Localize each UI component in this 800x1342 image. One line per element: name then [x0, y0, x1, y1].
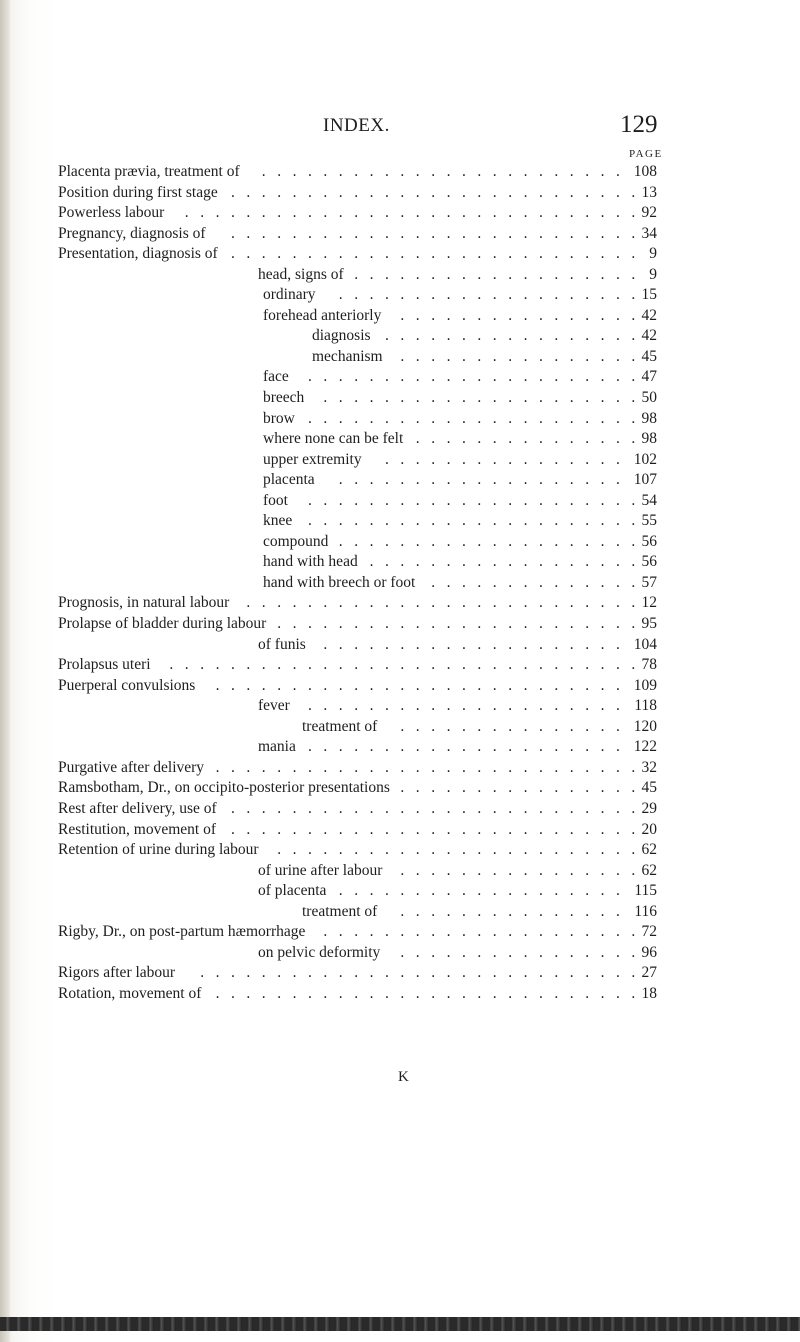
index-entry-text: Puerperal convulsions [58, 676, 196, 694]
dot-leader: . . . . . . . . . . . . . . . . . . . . . . [308, 512, 636, 530]
index-entry [0, 326, 800, 347]
index-entry-text: Position during first stage [58, 183, 218, 201]
index-entry [0, 799, 800, 820]
index-entry-page: 20 [641, 820, 657, 838]
index-entry [0, 532, 800, 553]
dot-leader: . . . . . . . . . . . . . . . . . . . . . . . . . . . [231, 820, 636, 838]
running-head [0, 111, 800, 145]
index-entry-page: 32 [641, 758, 657, 776]
dot-leader: . . . . . . . . . . . . . . . . . . . . . [308, 697, 620, 715]
index-entry [0, 573, 800, 594]
index-entry-text: Ramsbotham, Dr., on occipito-posterior presentations [58, 779, 390, 797]
dot-leader: . . . . . . . . . . . . . . . . [400, 779, 636, 797]
index-entry-page: 56 [641, 553, 657, 571]
signature-mark: K [398, 1069, 409, 1085]
index-entry [0, 984, 800, 1005]
index-entry-page: 78 [641, 656, 657, 674]
dot-leader: . . . . . . . . . . . . . . [431, 573, 636, 591]
index-entry [0, 676, 800, 697]
index-entry-page: 107 [633, 471, 657, 489]
index-entry [0, 265, 800, 286]
dot-leader: . . . . . . . . . . . . . . . . . . . . . [323, 923, 636, 941]
index-entry-text: Rigors after labour [58, 964, 176, 982]
index-entry-page: 92 [641, 204, 657, 222]
index-entry-text: upper extremity [263, 450, 362, 468]
index-entry-page: 57 [641, 573, 657, 591]
index-entry-text: treatment of [302, 717, 378, 735]
index-entry-text: of urine after labour [258, 861, 383, 879]
dot-leader: . . . . . . . . . . . . . . . . . . . . . [323, 389, 636, 407]
index-entry-text: face [263, 368, 289, 386]
index-entry-page: 45 [641, 779, 657, 797]
index-entry [0, 552, 800, 573]
index-entry-text: Powerless labour [58, 204, 165, 222]
dot-leader: . . . . . . . . . . . . . . . . . . . . . . . . . . . . [215, 984, 636, 1002]
index-entry-page: 27 [641, 964, 657, 982]
index-entry [0, 409, 800, 430]
index-entry [0, 388, 800, 409]
index-entry-text: Rest after delivery, use of [58, 799, 217, 817]
dot-leader: . . . . . . . . . . . . . . . . . . . . . . . . . . . . . . . [169, 656, 636, 674]
index-entries [0, 162, 800, 1004]
dot-leader: . . . . . . . . . . . . . . . . . . . . . . . . . . . . . [200, 964, 636, 982]
dot-leader: . . . . . . . . . . . . . . . . . . . . . . [308, 491, 636, 509]
index-entry-page: 13 [641, 183, 657, 201]
index-entry-page: 96 [641, 943, 657, 961]
index-entry [0, 450, 800, 471]
index-entry-page: 12 [641, 594, 657, 612]
index-entry-page: 115 [634, 882, 657, 900]
index-entry-text: Presentation, diagnosis of [58, 245, 218, 263]
index-entry-page: 9 [649, 245, 657, 263]
dot-leader: . . . . . . . . . . . . . . . . [385, 450, 620, 468]
index-entry [0, 922, 800, 943]
index-entry-page: 102 [633, 450, 657, 468]
dot-leader: . . . . . . . . . . . . . . . [400, 717, 620, 735]
index-entry-page: 98 [641, 430, 657, 448]
index-entry-text: Rigby, Dr., on post-partum hæmorrhage [58, 923, 306, 941]
dot-leader: . . . . . . . . . . . . . . . . [400, 306, 636, 324]
index-entry-text: of placenta [258, 882, 327, 900]
index-entry-page: 98 [641, 409, 657, 427]
index-entry [0, 306, 800, 327]
dot-leader: . . . . . . . . . . . . . . . . . . . . . . . . [277, 841, 636, 859]
dot-leader: . . . . . . . . . . . . . . . . . . . [338, 471, 620, 489]
index-entry [0, 963, 800, 984]
index-entry-text: compound [263, 532, 329, 550]
index-entry-page: 42 [641, 306, 657, 324]
index-entry-text: brow [263, 409, 295, 427]
index-entry-text: ordinary [263, 286, 316, 304]
page-column-label: PAGE [629, 148, 663, 160]
index-entry [0, 840, 800, 861]
dot-leader: . . . . . . . . . . . . . . . . . . . . [338, 286, 636, 304]
index-entry [0, 881, 800, 902]
index-entry-text: Restitution, movement of [58, 820, 216, 838]
index-entry [0, 224, 800, 245]
dot-leader: . . . . . . . . . . . . . . . . . . . . . . . . [261, 163, 620, 180]
dot-leader: . . . . . . . . . . . . . . . . . . [369, 553, 636, 571]
index-entry-page: 55 [641, 512, 657, 530]
index-entry [0, 470, 800, 491]
index-entry-page: 109 [633, 676, 657, 694]
index-entry-page: 29 [641, 799, 657, 817]
index-entry [0, 162, 800, 183]
dot-leader: . . . . . . . . . . . . . . . . . . . . . . . . . . . [231, 224, 636, 242]
page-bottom-edge [0, 1317, 800, 1331]
index-entry-text: Placenta prævia, treatment of [58, 163, 240, 180]
index-entry-text: mechanism [312, 347, 383, 365]
dot-leader: . . . . . . . . . . . . . . . . . . . . [338, 532, 636, 550]
index-entry-text: breech [263, 389, 305, 407]
index-entry-text: of funis [258, 635, 306, 653]
index-entry-page: 9 [649, 265, 657, 283]
index-entry-text: forehead anteriorly [263, 306, 382, 324]
dot-leader: . . . . . . . . . . . . . . . . [400, 943, 636, 961]
index-entry-page: 104 [633, 635, 657, 653]
index-entry [0, 347, 800, 368]
dot-leader: . . . . . . . . . . . . . . . . . . . . . . . . . . . . [215, 758, 636, 776]
index-entry-page: 42 [641, 327, 657, 345]
dot-leader: . . . . . . . . . . . . . . . . . . . . . . [308, 409, 636, 427]
dot-leader: . . . . . . . . . . . . . . . . . . . . . . [308, 368, 636, 386]
dot-leader: . . . . . . . . . . . . . . . . . . . [354, 265, 636, 283]
index-entry-text: Prognosis, in natural labour [58, 594, 230, 612]
dot-leader: . . . . . . . . . . . . . . . . . . . . . . . . . . [246, 594, 636, 612]
index-entry-page: 54 [641, 491, 657, 509]
index-entry-text: foot [263, 491, 288, 509]
index-entry [0, 737, 800, 758]
dot-leader: . . . . . . . . . . . . . . . . . . . . . . . . . . . [231, 799, 636, 817]
index-entry-page: 72 [641, 923, 657, 941]
index-entry-page: 120 [633, 717, 657, 735]
index-entry-text: on pelvic deformity [258, 943, 381, 961]
index-entry-page: 47 [641, 368, 657, 386]
dot-leader: . . . . . . . . . . . . . . . [415, 430, 636, 448]
index-entry-text: mania [258, 738, 296, 756]
index-entry-text: fever [258, 697, 290, 715]
index-entry-text: where none can be felt [263, 430, 404, 448]
index-entry-text: Rotation, movement of [58, 984, 202, 1002]
index-entry-text: diagnosis [312, 327, 371, 345]
index-entry-text: head, signs of [258, 265, 344, 283]
index-entry [0, 778, 800, 799]
index-entry-page: 50 [641, 389, 657, 407]
index-entry-text: placenta [263, 471, 315, 489]
dot-leader: . . . . . . . . . . . . . . . . . . . . . [308, 738, 620, 756]
index-entry-text: Purgative after delivery [58, 758, 205, 776]
dot-leader: . . . . . . . . . . . . . . . . [400, 861, 636, 879]
index-entry-text: Pregnancy, diagnosis of [58, 224, 206, 242]
index-entry-page: 95 [641, 615, 657, 633]
page-number: 129 [620, 111, 658, 138]
index-entry-text: hand with head [263, 553, 358, 571]
index-entry [0, 943, 800, 964]
index-entry [0, 758, 800, 779]
index-entry-page: 56 [641, 532, 657, 550]
index-entry-page: 118 [634, 697, 657, 715]
index-entry-page: 62 [641, 841, 657, 859]
index-entry-page: 15 [641, 286, 657, 304]
index-entry [0, 203, 800, 224]
index-entry-text: Prolapse of bladder during labour [58, 615, 267, 633]
index-entry [0, 614, 800, 635]
dot-leader: . . . . . . . . . . . . . . . . . . . . [323, 635, 620, 653]
index-entry-page: 116 [634, 902, 657, 920]
dot-leader: . . . . . . . . . . . . . . . . . . . [338, 882, 620, 900]
index-entry-page: 108 [633, 163, 657, 180]
dot-leader: . . . . . . . . . . . . . . . . [400, 347, 636, 365]
index-entry-page: 45 [641, 347, 657, 365]
index-entry-page: 122 [633, 738, 657, 756]
index-entry [0, 635, 800, 656]
index-entry-text: hand with breech or foot [263, 573, 416, 591]
index-entry [0, 285, 800, 306]
running-head-title: INDEX. [323, 115, 390, 136]
index-entry-text: treatment of [302, 902, 378, 920]
dot-leader: . . . . . . . . . . . . . . . . . . . . . . . . . . . . . . [184, 204, 636, 222]
index-entry [0, 820, 800, 841]
index-entry [0, 429, 800, 450]
dot-leader: . . . . . . . . . . . . . . . . . [385, 327, 636, 345]
index-entry [0, 902, 800, 923]
index-entry-text: knee [263, 512, 293, 530]
index-entry [0, 593, 800, 614]
index-entry [0, 183, 800, 204]
index-entry [0, 511, 800, 532]
dot-leader: . . . . . . . . . . . . . . . . . . . . . . . . . . . [231, 245, 636, 263]
index-entry [0, 861, 800, 882]
dot-leader: . . . . . . . . . . . . . . . . . . . . . . . . . . . [215, 676, 620, 694]
dot-leader: . . . . . . . . . . . . . . . . . . . . . . . . . . . [231, 183, 636, 201]
index-entry-page: 62 [641, 861, 657, 879]
dot-leader: . . . . . . . . . . . . . . . [400, 902, 620, 920]
index-entry-text: Retention of urine during labour [58, 841, 259, 859]
index-entry [0, 244, 800, 265]
dot-leader: . . . . . . . . . . . . . . . . . . . . . . . . [277, 615, 636, 633]
index-entry-text: Prolapsus uteri [58, 656, 151, 674]
index-entry-page: 34 [641, 224, 657, 242]
index-entry [0, 655, 800, 676]
index-entry [0, 696, 800, 717]
index-entry [0, 367, 800, 388]
index-entry-page: 18 [641, 984, 657, 1002]
index-entry [0, 491, 800, 512]
index-entry [0, 717, 800, 738]
